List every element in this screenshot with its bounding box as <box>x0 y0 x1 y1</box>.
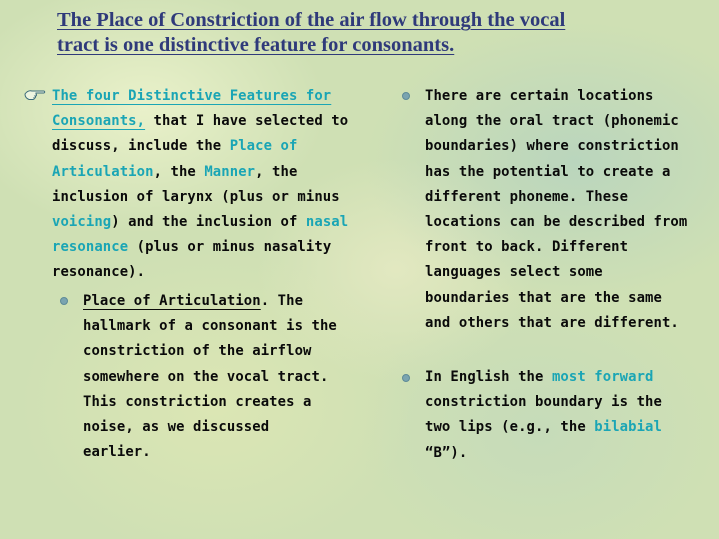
text-segment: “B”). <box>425 444 468 461</box>
text-segment: . The hallmark of a consonant is the constriction of the airflow somewhere on the vocal tract. This constriction creates a noise, as we discussed earlier. <box>83 293 337 461</box>
text-segment: , the inclusion of larynx (plus or minus <box>52 163 340 205</box>
text-segment: , the <box>153 163 205 180</box>
right-bullet-1: There are certain locations along the oral tract (phonemic boundaries) where constriction has the potential to create a different phoneme. These locations can be described from front to back. Different languages select some boundaries that are the same and others that are different. <box>425 88 688 331</box>
slide-title <box>57 8 677 58</box>
manner-term: Manner <box>204 163 256 180</box>
title-line-2: tract is one distinctive feature for consonants. <box>57 34 455 56</box>
dot-icon <box>402 92 410 100</box>
title-line-1: The Place of Constriction of the air flow through the vocal <box>57 9 566 31</box>
voicing-term: voicing <box>52 214 112 231</box>
pointing-hand-icon <box>24 87 46 101</box>
right-bullet-2 <box>425 365 695 466</box>
bilabial-term: bilabial <box>594 419 662 436</box>
dot-icon <box>60 297 68 305</box>
dot-icon <box>402 374 410 382</box>
text-segment: (plus or minus nasality resonance). <box>52 239 332 281</box>
text-segment: In English the <box>425 369 552 385</box>
left-column <box>52 84 352 286</box>
place-of-articulation-term: Place of Articulation <box>52 138 298 180</box>
place-of-articulation-link[interactable]: Place of Articulation <box>83 293 261 309</box>
text-segment: constriction boundary is the two lips (e.g., the <box>425 394 662 436</box>
text-segment: that I have selected to discuss, include the <box>52 113 349 155</box>
distinctive-features-link[interactable]: The four Distinctive Features for Consonants, <box>52 88 332 130</box>
text-segment: ) and the inclusion of <box>111 214 306 231</box>
most-forward-term: most forward <box>551 369 654 385</box>
sub-bullet-text <box>83 289 343 465</box>
nasal-resonance-term: nasal resonance <box>52 214 349 256</box>
